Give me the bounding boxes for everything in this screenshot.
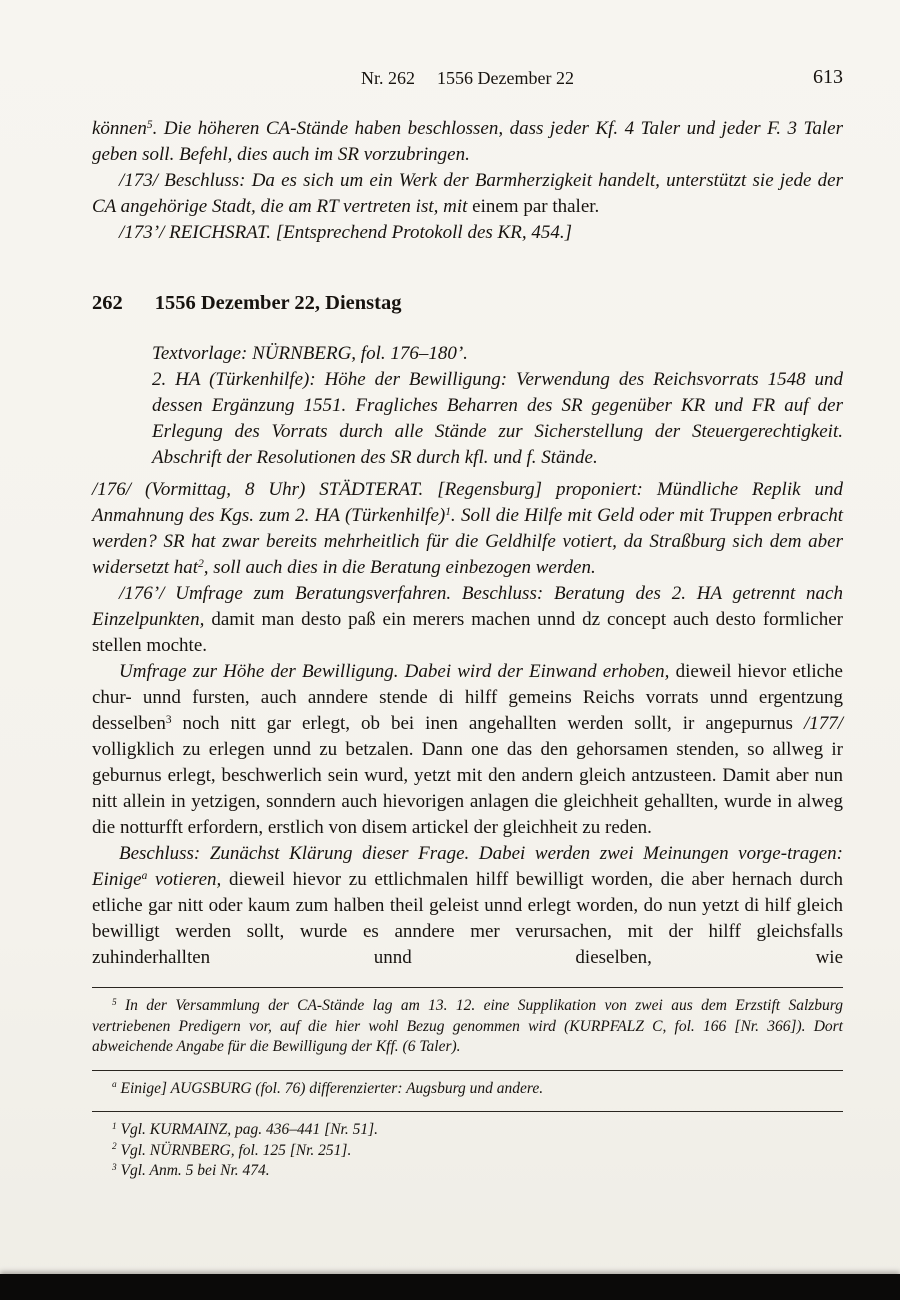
footnote-marker: 3 — [112, 1162, 117, 1173]
footnote-rule — [92, 987, 843, 988]
footnote-rule — [92, 1070, 843, 1071]
text-segment: Vgl. Anm. 5 bei Nr. 474. — [116, 1162, 270, 1179]
text-segment: . Die höheren CA-Stände haben beschlossen, dass jeder Kf. 4 Taler und jeder F. 3 Taler geben soll. Befehl, dies auch im SR vorzubringen. — [92, 118, 843, 165]
body-paragraph — [92, 659, 843, 841]
section-title: 1556 Dezember 22, Dienstag — [154, 292, 402, 314]
footnote — [92, 1161, 843, 1182]
footnotes-area — [92, 987, 843, 1182]
text-segment: In der Versammlung der CA-Stände lag am 13. 12. eine Supplikation von zwei aus dem Erzstift Salzburg vertriebenen Predigern vor, auf die hier wohl Bezug genommen wird (KURPFALZ C, fol. 166 [Nr. 366]). Dort abweichende Angabe für die Bewilligung der Kff. (6 Taler). — [92, 997, 843, 1055]
source-note-paragraph — [152, 367, 843, 471]
text-segment: /177/ — [803, 713, 843, 734]
text-segment: Textvorlage: NÜRNBERG, fol. 176–180’. — [152, 343, 468, 364]
text-segment: noch nitt gar erlegt, ob bei inen angehallten werden sollt, ir angepurnus — [171, 713, 804, 734]
header-entry-date: 1556 Dezember 22 — [437, 68, 574, 88]
text-segment: damit man desto paß ein merers machen unnd dz concept auch desto formlicher stellen mochte. — [92, 609, 844, 656]
text-segment: . Soll die Hilfe mit Geld oder mit Truppen erbracht werden? SR hat zwar bereits mehrheitlich für die Geldhilfe votiert, da Straßburg sich dem aber widersetzt hat — [92, 505, 843, 578]
footnote — [92, 996, 843, 1058]
footnote-reference: 1 — [445, 505, 451, 518]
text-segment: Umfrage zur Höhe der Bewilligung. Dabei wird der Einwand erhoben, — [119, 661, 676, 682]
footnote-marker: 5 — [112, 997, 117, 1008]
text-segment: 2. HA (Türkenhilfe): Höhe der Bewilligung: Verwendung des Reichsvorrats 1548 und dessen Ergänzung 1551. Fragliches Beharren des SR gegenüber KR und FR auf der Erlegung des Vorrats durch alle Stände zur Sicherstellung der Steuergerechtigkeit. Abschrift der Resolutionen des SR durch kfl. und f. Stände. — [152, 369, 843, 468]
footnote — [92, 1141, 843, 1162]
footnote — [92, 1079, 843, 1100]
body-paragraph — [92, 116, 843, 168]
text-segment: dieweil hievor zu ettlichmalen hilff bewilligt worden, die aber hernach durch etliche gar nitt oder kaum zum halben theil geleist unnd erlegt worden, do nun yetzt di hilf gleich bewilligt werden sollt, wurde es anndere mer verursachen, mit der hilff gleichsfalls zuhinderhallten unnd dieselben, wie — [92, 869, 843, 968]
text-segment: , soll auch dies in die Beratung einbezogen werden. — [203, 557, 596, 578]
text-segment: votieren, — [147, 869, 229, 890]
section-number: 262 — [92, 292, 123, 314]
text-segment: Vgl. NÜRNBERG, fol. 125 [Nr. 251]. — [116, 1141, 352, 1159]
text-segment: /173/ Beschluss: Da es sich um ein Werk der Barmherzigkeit handelt, unterstützt sie jede der CA angehörige Stadt, die am RT vertreten ist, mit — [92, 170, 843, 217]
footnote-marker: 2 — [112, 1142, 117, 1153]
body-paragraph — [92, 841, 843, 971]
source-note-paragraph — [152, 341, 843, 367]
footnote-reference: a — [141, 869, 148, 882]
footnote-rule — [92, 1111, 843, 1112]
text-segment: Einige] AUGSBURG (fol. 76) differenzierter: Augsburg und andere. — [116, 1079, 544, 1097]
footnote-marker: 1 — [112, 1121, 117, 1132]
text-segment: Beschluss: Zunächst Klärung dieser Frage. Dabei werden zwei Meinungen vorge-tragen: Einige — [92, 843, 843, 890]
body-paragraph — [92, 477, 843, 581]
running-header — [92, 68, 843, 94]
text-segment: dieweil hievor etliche chur- unnd fursten, auch anndere stende di hilff gemeins Reichs vorrats unnd ergentzung desselben — [92, 661, 843, 734]
body-paragraph — [92, 581, 843, 659]
text-segment: volligklich zu erlegen unnd zu betzalen. Dann one das den gehorsamen stenden, so allweg ir geburnus erlegt, beschwerlich sein wurd, yetzt mit den andern gleich antzusteen. Damit aber nun nitt allein in yetzigen, sonndern auch hievorigen anlagen die gleichheit gehallten, wurde in alweg die notturfft erfordern, erstlich von disem artickel der gleichheit zu reden. — [92, 739, 843, 838]
scan-edge-bottom — [0, 1274, 900, 1300]
text-segment: einem par thaler. — [472, 196, 600, 217]
section-heading — [92, 292, 843, 315]
footnote-marker: a — [112, 1080, 117, 1091]
header-entry-number: Nr. 262 — [361, 68, 416, 88]
text-segment: /173’/ REICHSRAT. [Entsprechend Protokoll des KR, 454.] — [119, 222, 572, 243]
text-segment: können — [92, 118, 147, 139]
page-number: 613 — [813, 66, 843, 88]
body-paragraph — [92, 168, 843, 220]
text-body — [92, 116, 843, 971]
text-segment: /176’/ Umfrage zum Beratungsverfahren. Beschluss: Beratung des 2. HA getrennt nach Einzelpunkten, — [92, 583, 843, 630]
text-segment: /176/ (Vormittag, 8 Uhr) STÄDTERAT. [Regensburg] proponiert: Mündliche Replik und Anmahnung des Kgs. zum 2. HA (Türkenhilfe) — [92, 479, 843, 526]
body-paragraph — [92, 220, 843, 246]
footnote-reference: 3 — [165, 713, 172, 726]
running-header-title — [92, 68, 843, 89]
text-segment: Vgl. KURMAINZ, pag. 436–441 [Nr. 51]. — [116, 1121, 379, 1138]
footnote-reference: 5 — [146, 118, 153, 131]
footnote — [92, 1120, 843, 1141]
footnote-reference: 2 — [198, 557, 204, 570]
